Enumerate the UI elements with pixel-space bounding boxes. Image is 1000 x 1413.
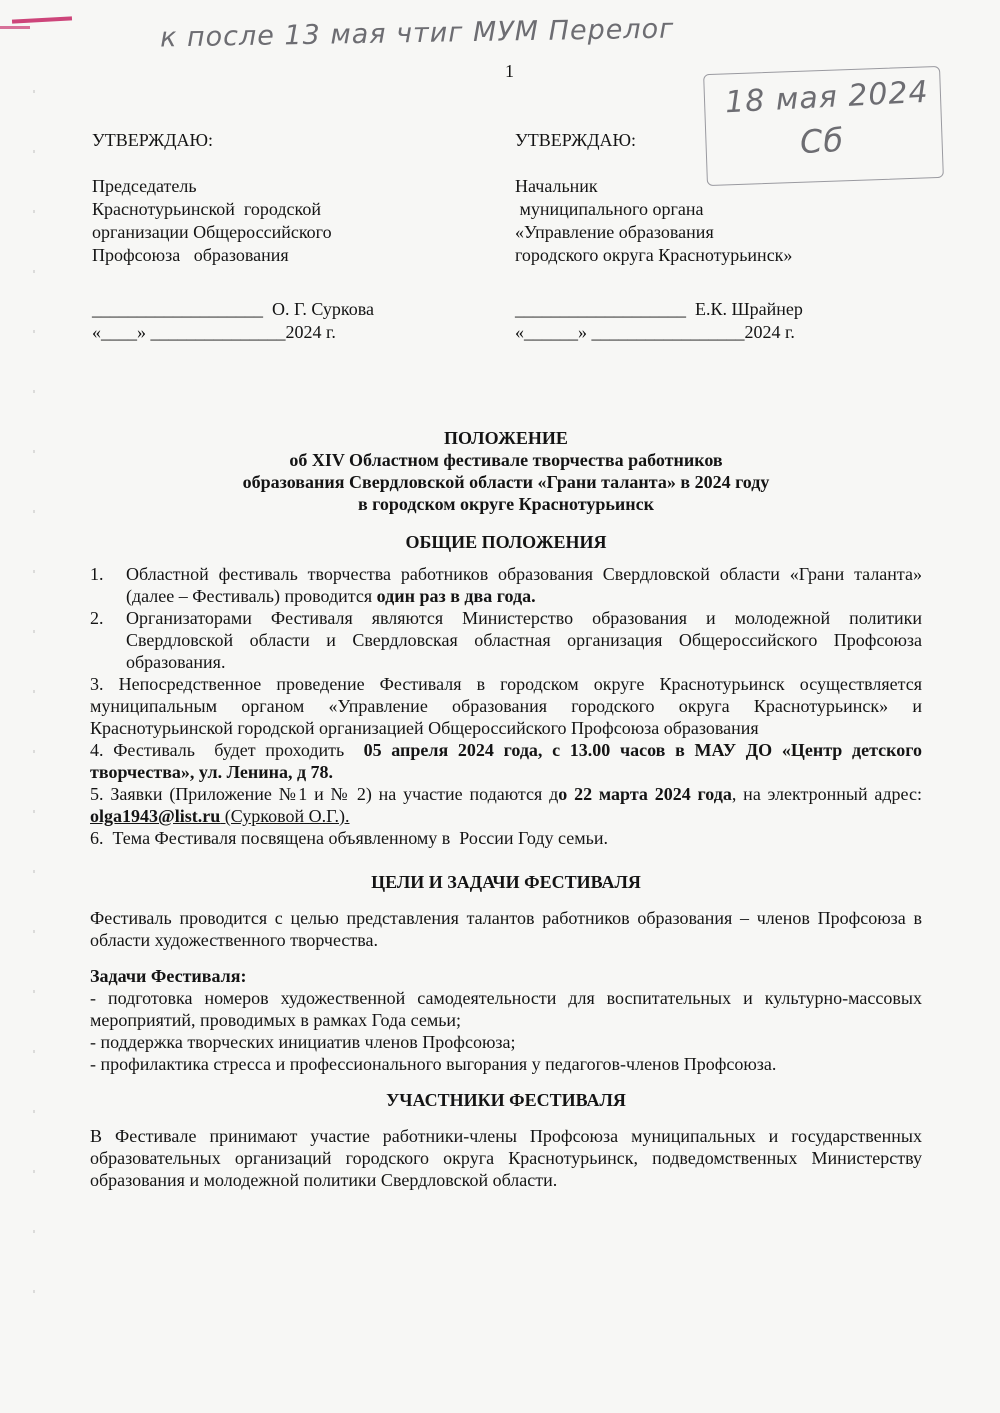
item-bold: 05 апреля 2024 года, с 13.00 часов в МАУ ДО «Центр детского творчества», ул. Ленина, д 78. [90,740,922,782]
title-line: ПОЛОЖЕНИЕ [444,428,568,448]
red-pen-mark [12,16,72,23]
scan-edge-artifact [33,90,35,1340]
paragraph-item3: 3. Непосредственное проведение Фестиваля в городском округе Краснотурьинск осуществляется муниципальным органом «Управление образования городского округа Краснотурьинск» и Краснотурьинской городской организацией Общероссийского Профсоюза образования [90,674,922,738]
signature-line: ___________________ Е.К. Шрайнер [515,299,803,319]
approval-block-left [92,129,452,344]
date-line: «____» _______________2024 г. [92,322,336,342]
handwritten-note: к после 13 мая чтиг МУМ Перелог [159,13,675,54]
title-line: в городском округе Краснотурьинск [357,494,655,514]
date-line: «______» _________________2024 г. [515,322,795,342]
paragraph-item4 [90,739,922,783]
section-heading-general: ОБЩИЕ ПОЛОЖЕНИЯ [405,532,607,552]
page-number: 1 [505,61,514,81]
approval-line: Председатель [92,176,197,196]
list-item [90,563,922,607]
list-item [90,607,922,673]
task-item: - профилактика стресса и профессионального выгорания у педагогов-членов Профсоюза. [90,1054,777,1074]
approval-line: городского округа Краснотурьинск» [515,245,793,265]
document-body [90,427,927,1191]
section-heading-goals: ЦЕЛИ И ЗАДАЧИ ФЕСТИВАЛЯ [371,872,641,892]
item-bold: о 22 марта 2024 года [558,784,732,804]
red-pen-mark-small [0,26,30,29]
handwritten-date: 18 мая 2024 [724,74,930,121]
approval-block-right [515,129,855,344]
title-line: образования Свердловской области «Грани таланта» в 2024 году [242,472,770,492]
item-text: 4. Фестиваль будет проходить [90,740,364,760]
task-item: - подготовка номеров художественной самодеятельности для воспитательных и культурно-массовых мероприятий, проводимых в рамках Года семьи; [90,988,922,1030]
tasks-heading-text: Задачи Фестиваля: [90,966,247,986]
approval-heading: УТВЕРЖДАЮ: [92,130,214,150]
section-heading-participants: УЧАСТНИКИ ФЕСТИВАЛЯ [386,1090,626,1110]
approval-line: «Управление образования [515,222,714,242]
approval-line: организации Общероссийского [92,222,332,242]
task-item: - поддержка творческих инициатив членов Профсоюза; [90,1032,516,1052]
title-line: об XIV Областном фестивале творчества работников [289,450,723,470]
item-text: 5. Заявки (Приложение №1 и № 2) на участие подаются д [90,784,559,804]
paragraph-item6: 6. Тема Фестиваля посвящена объявленному в России Году семьи. [90,828,608,848]
document-title [90,427,922,515]
item-text: , на электронный адрес: [731,784,927,804]
item-number: 1. [90,564,104,584]
approval-line: Профсоюза образования [92,245,289,265]
goals-intro: Фестиваль проводится с целью представления талантов работников образования – членов Профсоюза в области художественного творчества. [90,908,922,950]
signature-line: ___________________ О. Г. Суркова [92,299,375,319]
item-bold: один раз в два года. [376,586,536,606]
item-text: (Сурковой О.Г.). [220,806,350,826]
approval-line: Краснотурьинской городской [92,199,321,219]
email-link[interactable]: olga1943@list.ru [90,806,221,826]
tasks-heading [90,965,922,987]
handwritten-signature: Сб [799,120,846,162]
participants-text: В Фестивале принимают участие работники-члены Профсоюза муниципальных и государственных образовательных организаций городского округа Краснотурьинск, подведомственных Министерству образования и молодежной политики Свердловской области. [90,1126,922,1190]
item-number: 2. [90,608,104,628]
approval-line: муниципального органа [515,199,704,219]
item-text: Областной фестиваль творчества работников образования Свердловской области «Грани таланта» (далее – Фестиваль) проводится [126,564,922,606]
approval-line: Начальник [515,176,598,196]
paragraph-item5 [90,783,927,827]
item-text: Организаторами Фестиваля являются Министерство образования и молодежной политики Свердловской области и Свердловская областная организация Общероссийского Профсоюза образования. [126,608,922,672]
approval-heading: УТВЕРЖДАЮ: [515,130,637,150]
